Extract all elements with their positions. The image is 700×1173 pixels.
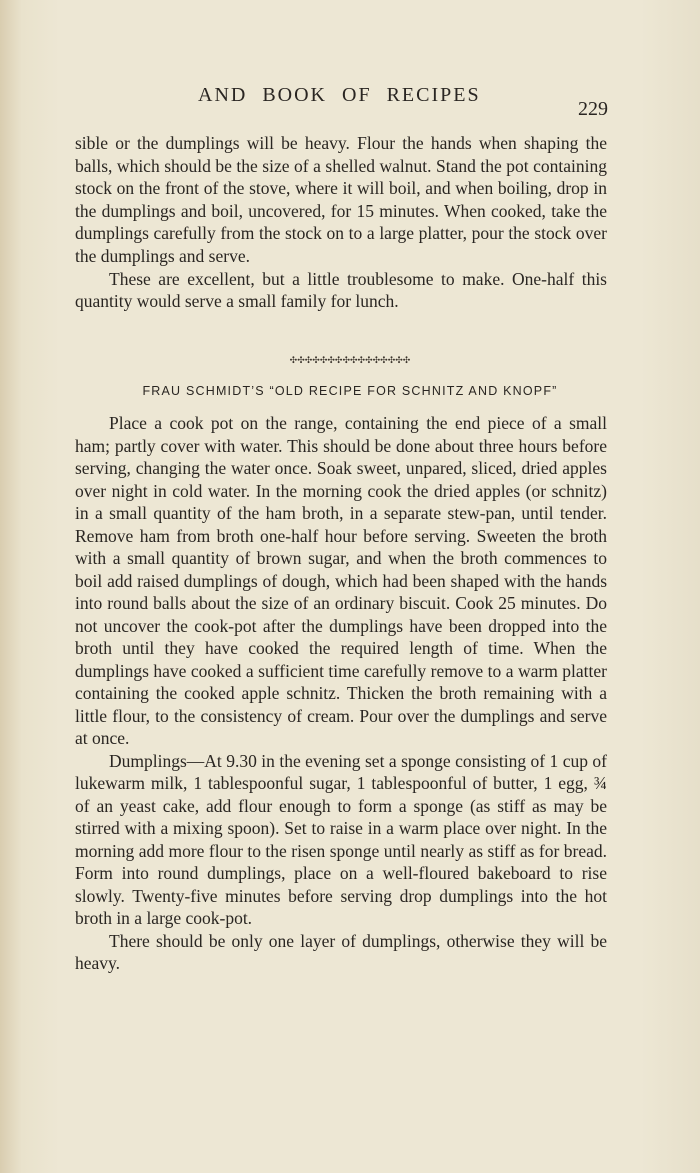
closing-note-paragraph: There should be only one layer of dumplings, otherwise they will be heavy.	[75, 930, 607, 973]
continued-recipe-text	[75, 132, 607, 313]
dumplings-paragraph: Dumplings—At 9.30 in the evening set a sponge consisting of 1 cup of lukewarm milk, 1 tablespoonful sugar, 1 tablespoonful of butter, 1 egg, ¾ of an yeast cake, add flour enough to form a sponge (as stiff as may be stirred with a mixing spoon). Set to raise in a warm place over night. In the morning add more flour to the risen sponge until nearly as stiff as for bread. Form into round dumplings, place on a well-floured bakeboard to rise slowly. Twenty-five minutes before serving drop dumplings into the hot broth in a large cook-pot.	[75, 750, 607, 928]
recipe-method-paragraph: Place a cook pot on the range, containing the end piece of a small ham; partly cover with water. This should be done about three hours before serving, changing the water once. Soak sweet, unpared, sliced, dried apples over night in cold water. In the morning cook the dried apples (or schnitz) in a small quantity of the ham broth, in a separate stew-pan, until tender. Remove ham from broth one-half hour before serving. Sweeten the broth with a small quantity of brown sugar, and when the broth commences to boil add raised dumplings of dough, which had been shaped with the hands into round balls about the size of an ordinary biscuit. Cook 25 minutes. Do not uncover the cook-pot after the dumplings have been dropped into the broth until they have cooked the required length of time. When the dumplings have cooked a sufficient time carefully remove to a warm platter containing the cooked apple schnitz. Thicken the broth remaining with a little flour, to the consistency of cream. Pour over the dumplings and serve at once.	[75, 413, 607, 748]
running-title: AND BOOK OF RECIPES	[198, 84, 481, 106]
page-number: 229	[578, 98, 608, 120]
recipe-body	[75, 412, 607, 975]
serving-note-paragraph: These are excellent, but a little troublesome to make. One-half this quantity would serve a small family for lunch.	[75, 268, 607, 312]
running-head	[0, 84, 700, 124]
recipe-title: FRAU SCHMIDT’S “OLD RECIPE FOR SCHNITZ AND KNOPF”	[142, 384, 558, 398]
continued-paragraph: sible or the dumplings will be heavy. Flour the hands when shaping the balls, which should be the size of a shelled walnut. Stand the pot containing stock on the front of the stove, where it will boil, and when boiling, drop in the dumplings and boil, uncovered, for 15 minutes. When cooked, take the dumplings carefully from the stock on to a large platter, pour the stock over the dumplings and serve.	[75, 133, 607, 266]
ornamental-divider: ✣✣✣✣✣✣✣✣✣✣✣✣✣✣✣✣	[289, 356, 411, 366]
